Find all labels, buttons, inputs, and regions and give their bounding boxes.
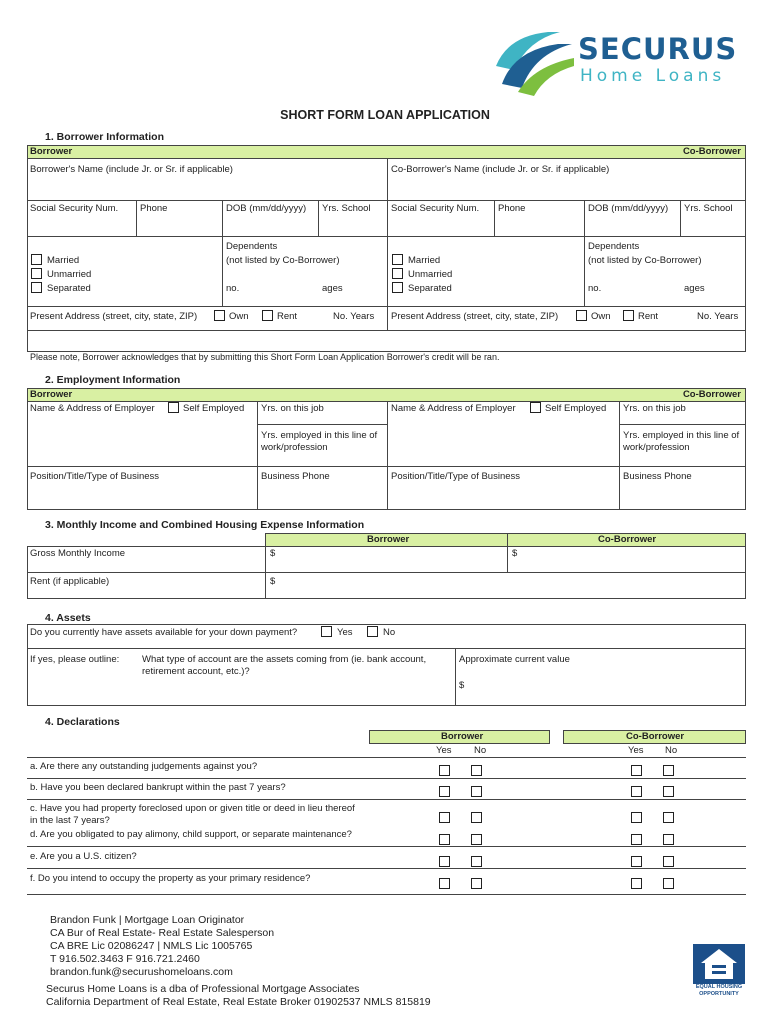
coborrower-unmarried-checkbox[interactable] [392,268,403,279]
coborrower-gross-income-field[interactable]: $ [512,548,518,559]
footer-email[interactable]: brandon.funk@securushomeloans.com [50,966,233,978]
s2-borrower-label: Borrower [30,389,73,400]
coborrower-own-checkbox[interactable] [576,310,587,321]
borrower-years-field[interactable]: No. Years [333,311,375,322]
decl-c-borrower-yes[interactable] [439,812,450,823]
decl-a-borrower-yes[interactable] [439,765,450,776]
decl-c-coborrower-no[interactable] [663,812,674,823]
decl-coborrower-label: Co-Borrower [626,731,685,742]
decl-c-borrower-no[interactable] [471,812,482,823]
declarations-heading: 4. Declarations [45,716,120,728]
borrower-unmarried-label: Unmarried [47,269,92,280]
coborrower-own-label: Own [591,311,611,322]
borrower-dob-field[interactable]: DOB (mm/dd/yyyy) [226,203,307,214]
borrower-phone-field[interactable]: Phone [140,203,168,214]
coborrower-ssn-field[interactable]: Social Security Num. [391,203,480,214]
coborrower-years-field[interactable]: No. Years [697,311,739,322]
decl-borrower-label: Borrower [441,731,484,742]
borrower-dependents-no-field[interactable]: no. [226,283,240,294]
coborrower-school-field[interactable]: Yrs. School [684,203,733,214]
decl-e-borrower-no[interactable] [471,856,482,867]
decl-b-borrower-yes[interactable] [439,786,450,797]
equal-housing-logo [693,944,745,1000]
decl-b-borrower-no[interactable] [471,786,482,797]
coborrower-name-field[interactable]: Co-Borrower's Name (include Jr. or Sr. if applicable) [391,164,610,175]
borrower-self-employed-checkbox[interactable] [168,402,179,413]
coborrower-rent-label: Rent [638,311,659,322]
borrower-separated-checkbox[interactable] [31,282,42,293]
section1-heading: 1. Borrower Information [45,131,165,143]
coborrower-dependents-note: (not listed by Co-Borrower) [588,255,702,266]
declaration-b: b. Have you been declared bankrupt within the past 7 years? [30,782,286,793]
assets-no-checkbox[interactable] [367,626,378,637]
borrower-position-field[interactable]: Position/Title/Type of Business [30,471,160,482]
borrower-married-checkbox[interactable] [31,254,42,265]
footer-line-2: CA Bur of Real Estate- Real Estate Salesperson [50,927,275,939]
borrower-rent-label: Rent [277,311,298,322]
footer-dba: Securus Home Loans is a dba of Professional Mortgage Associates [46,983,360,995]
company-logo [488,26,738,98]
borrower-yrs-line-field[interactable]: Yrs. employed in this line of work/profession [261,430,378,453]
borrower-unmarried-checkbox[interactable] [31,268,42,279]
decl-a-borrower-no[interactable] [471,765,482,776]
eho-line1: EQUAL HOUSING [695,984,743,990]
borrower-dependents-ages-field[interactable]: ages [322,283,343,294]
declaration-c: c. Have you had property foreclosed upon or given title or deed in lieu thereof in the last 7 years? [30,803,355,826]
s3-borrower-label: Borrower [367,534,410,545]
coborrower-unmarried-label: Unmarried [408,269,453,280]
decl-e-coborrower-no[interactable] [663,856,674,867]
s1-header-band [27,145,746,159]
declaration-e: e. Are you a U.S. citizen? [30,851,137,862]
coborrower-phone-field[interactable]: Phone [498,203,526,214]
borrower-rent-checkbox[interactable] [262,310,273,321]
logo-mark [488,26,578,98]
assets-no-label: No [383,627,396,638]
borrower-own-checkbox[interactable] [214,310,225,321]
assets-value-field[interactable]: $ [459,680,465,691]
declaration-a: a. Are there any outstanding judgements against you? [30,761,258,772]
s2-coborrower-label: Co-Borrower [682,389,741,400]
footer-broker: California Department of Real Estate, Real Estate Broker 01902537 NMLS 815819 [46,996,431,1008]
eho-line2: OPPORTUNITY [699,991,739,997]
decl-e-coborrower-yes[interactable] [631,856,642,867]
decl-d-coborrower-yes[interactable] [631,834,642,845]
s2-header-band [27,388,746,402]
decl-f-coborrower-no[interactable] [663,878,674,889]
borrower-business-phone-field[interactable]: Business Phone [261,471,330,482]
section4-heading: 4. Assets [45,612,91,624]
decl-d-borrower-yes[interactable] [439,834,450,845]
rent-field[interactable]: $ [270,576,276,587]
coborrower-employer-field[interactable]: Name & Address of Employer [391,403,516,414]
coborrower-dependents-no-field[interactable]: no. [588,283,602,294]
coborrower-separated-label: Separated [408,283,452,294]
decl-f-borrower-yes[interactable] [439,878,450,889]
credit-notice: Please note, Borrower acknowledges that by submitting this Short Form Loan Application Borrower's credit will be ran. [30,352,500,362]
coborrower-position-field[interactable]: Position/Title/Type of Business [391,471,521,482]
decl-c-coborrower-yes[interactable] [631,812,642,823]
borrower-separated-label: Separated [47,283,91,294]
assets-yes-label: Yes [337,627,353,638]
coborrower-business-phone-field[interactable]: Business Phone [623,471,692,482]
coborrower-married-checkbox[interactable] [392,254,403,265]
decl-a-coborrower-no[interactable] [663,765,674,776]
footer-line-1: Brandon Funk | Mortgage Loan Originator [50,914,245,926]
assets-yes-checkbox[interactable] [321,626,332,637]
gross-income-label: Gross Monthly Income [30,548,126,559]
coborrower-yrs-job-field[interactable]: Yrs. on this job [623,403,686,414]
decl-f-borrower-no[interactable] [471,878,482,889]
coborrower-self-employed-checkbox[interactable] [530,402,541,413]
house-icon [693,944,745,984]
footer-line-4: T 916.502.3463 F 916.721.2460 [50,953,200,965]
decl-coborrower-yes-header: Yes [628,745,644,756]
borrower-self-employed-label: Self Employed [183,403,245,414]
borrower-ssn-field[interactable]: Social Security Num. [30,203,119,214]
coborrower-separated-checkbox[interactable] [392,282,403,293]
borrower-married-label: Married [47,255,80,266]
declaration-d: d. Are you obligated to pay alimony, child support, or separate maintenance? [30,829,352,840]
decl-e-borrower-yes[interactable] [439,856,450,867]
logo-subtitle: Home Loans [580,66,726,86]
coborrower-address-field[interactable]: Present Address (street, city, state, ZIP) [391,311,559,322]
s3-header-band [265,533,746,547]
borrower-name-field[interactable]: Borrower's Name (include Jr. or Sr. if applicable) [30,164,233,175]
decl-b-coborrower-no[interactable] [663,786,674,797]
s1-borrower-label: Borrower [30,146,73,157]
coborrower-dependents-label: Dependents [588,241,640,252]
decl-f-coborrower-yes[interactable] [631,878,642,889]
borrower-school-field[interactable]: Yrs. School [322,203,371,214]
coborrower-dependents-ages-field[interactable]: ages [684,283,705,294]
decl-b-coborrower-yes[interactable] [631,786,642,797]
assets-value-label: Approximate current value [459,654,570,665]
section2-heading: 2. Employment Information [45,374,181,386]
coborrower-self-employed-label: Self Employed [545,403,607,414]
borrower-address-field[interactable]: Present Address (street, city, state, ZIP) [30,311,198,322]
decl-d-borrower-no[interactable] [471,834,482,845]
logo-name: SECURUS [578,32,738,66]
section3-heading: 3. Monthly Income and Combined Housing Expense Information [45,519,365,531]
decl-borrower-no-header: No [474,745,487,756]
assets-account-type-field[interactable]: What type of account are the assets coming from (ie. bank account, retirement account, etc.)? [142,654,427,677]
borrower-gross-income-field[interactable]: $ [270,548,276,559]
decl-borrower-yes-header: Yes [436,745,452,756]
decl-a-coborrower-yes[interactable] [631,765,642,776]
borrower-dependents-label: Dependents [226,241,278,252]
rent-label: Rent (if applicable) [30,576,110,587]
decl-coborrower-no-header: No [665,745,678,756]
borrower-dependents-note: (not listed by Co-Borrower) [226,255,340,266]
borrower-employer-field[interactable]: Name & Address of Employer [30,403,155,414]
coborrower-rent-checkbox[interactable] [623,310,634,321]
coborrower-married-label: Married [408,255,441,266]
coborrower-dob-field[interactable]: DOB (mm/dd/yyyy) [588,203,669,214]
s1-coborrower-label: Co-Borrower [682,146,741,157]
footer-line-3: CA BRE Lic 02086247 | NMLS Lic 1005765 [50,940,253,952]
page-title: SHORT FORM LOAN APPLICATION [280,108,490,122]
declaration-f: f. Do you intend to occupy the property as your primary residence? [30,873,311,884]
coborrower-yrs-line-field[interactable]: Yrs. employed in this line of work/profession [623,430,740,453]
borrower-yrs-job-field[interactable]: Yrs. on this job [261,403,324,414]
s3-coborrower-label: Co-Borrower [598,534,657,545]
assets-outline-label: If yes, please outline: [30,654,120,665]
borrower-own-label: Own [229,311,249,322]
decl-d-coborrower-no[interactable] [663,834,674,845]
assets-question: Do you currently have assets available for your down payment? [30,627,298,638]
